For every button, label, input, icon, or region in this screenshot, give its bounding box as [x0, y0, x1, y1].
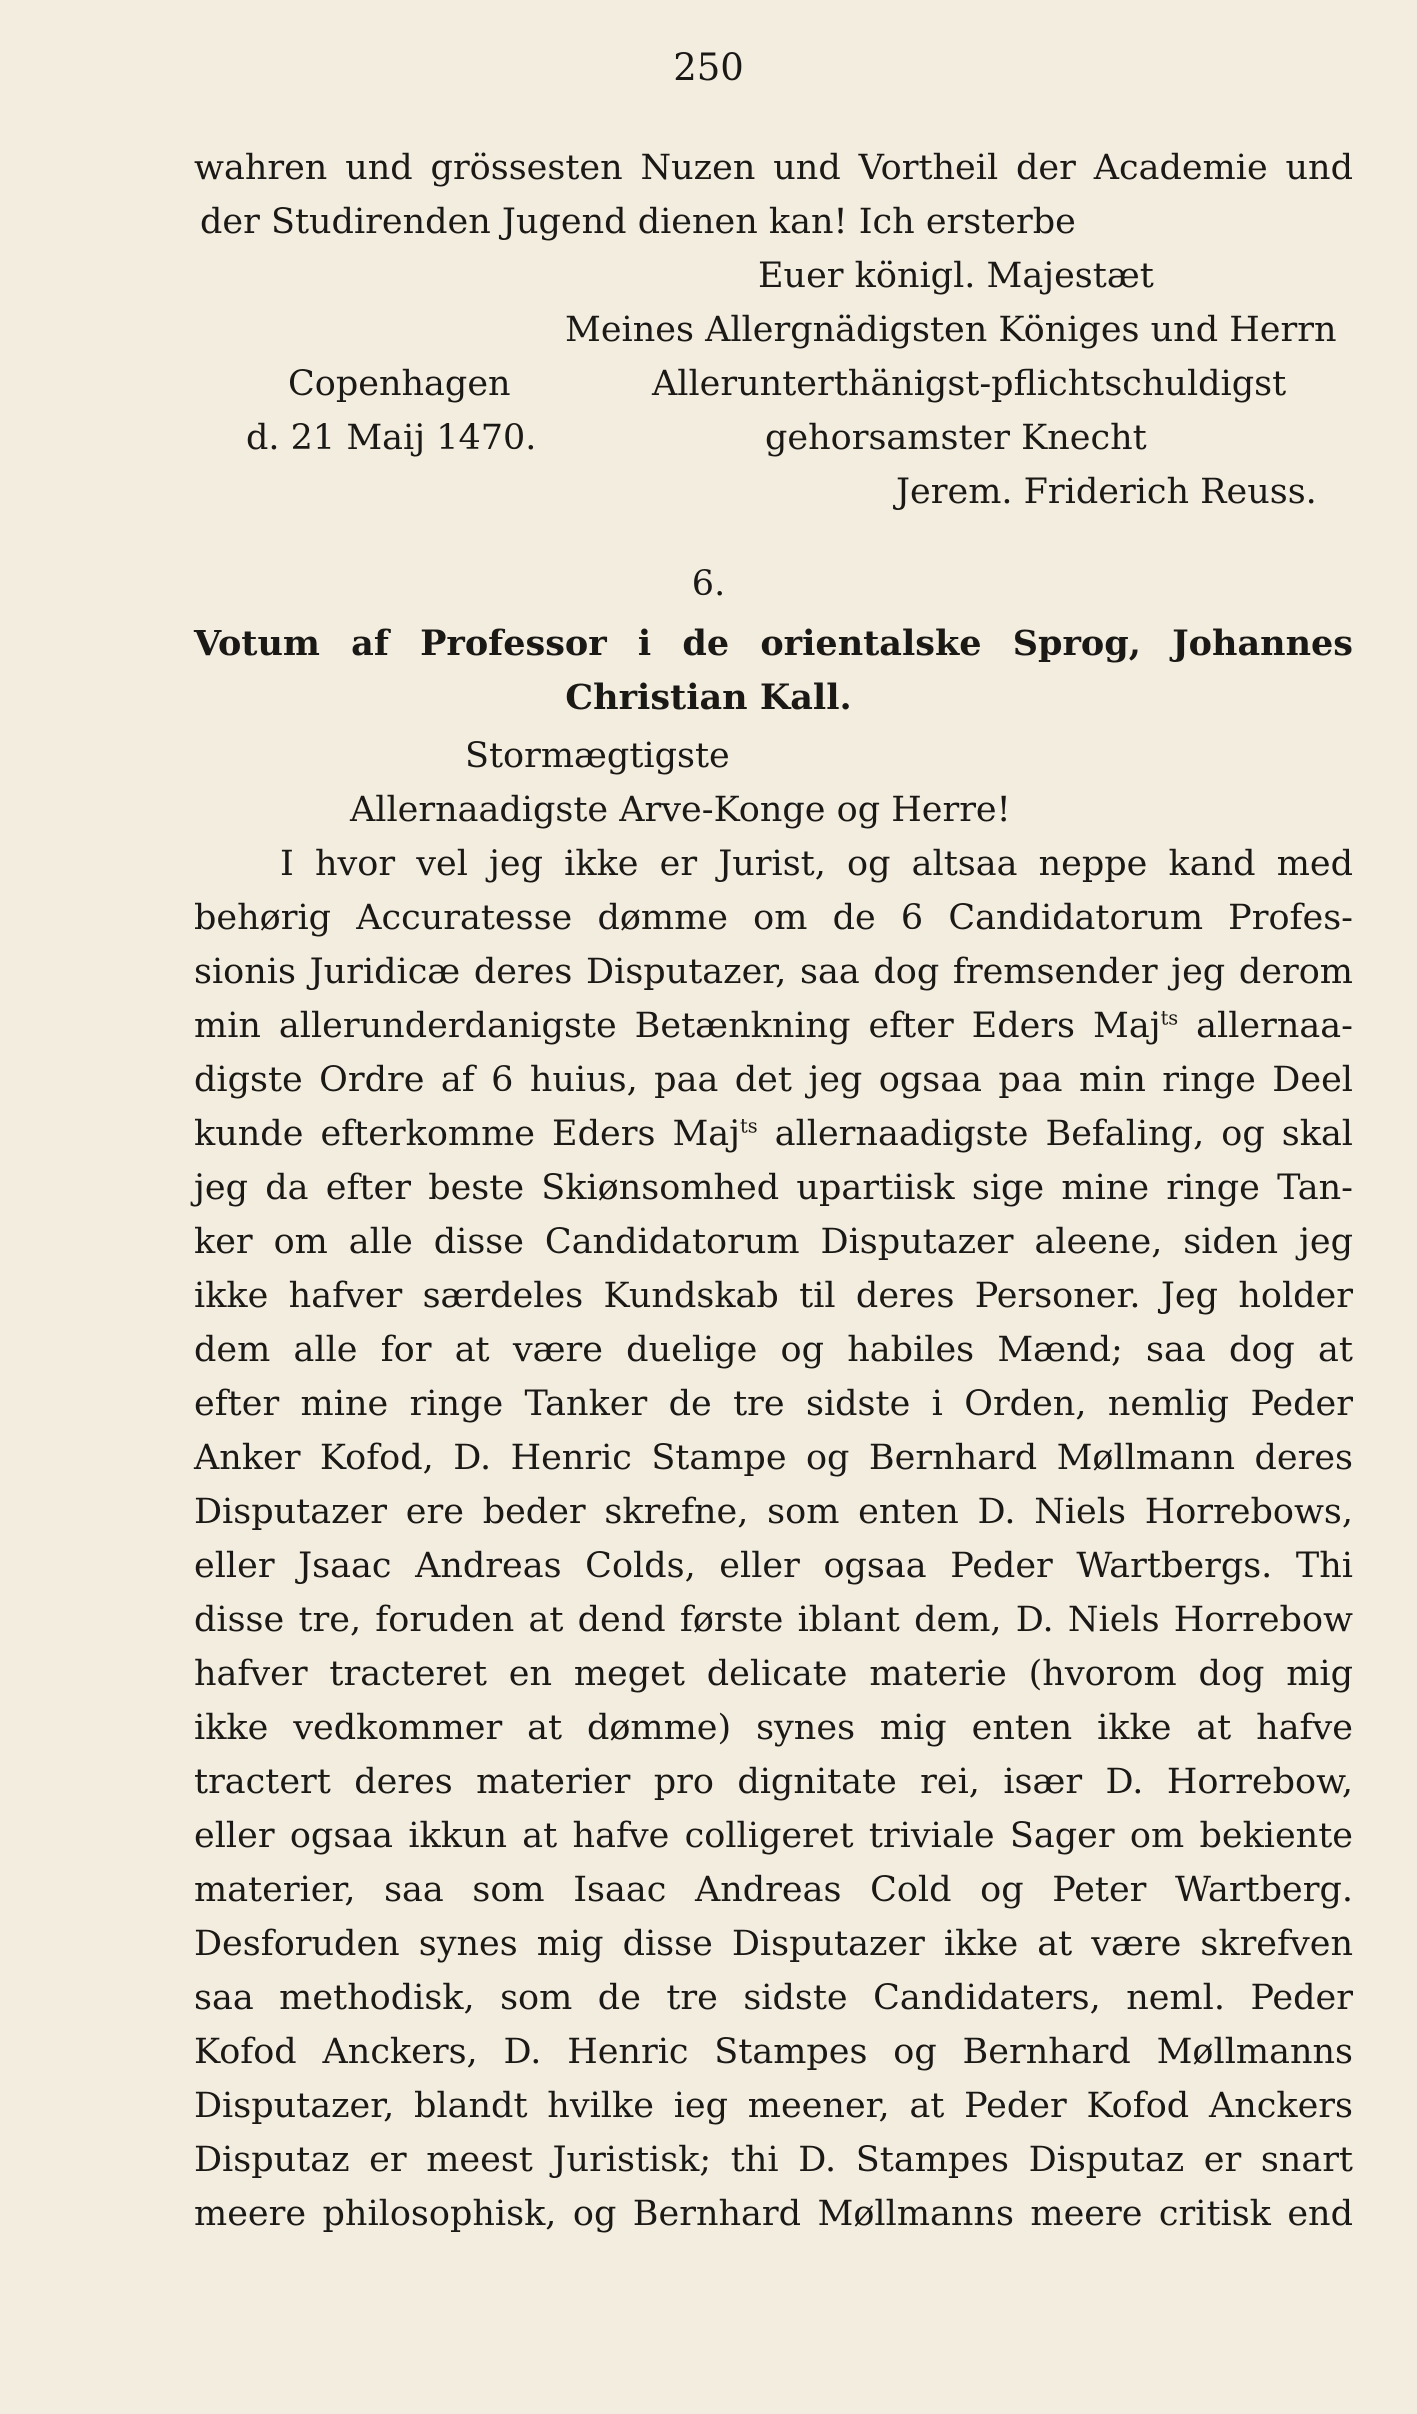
body-line-08: ker om alle disse Candidatorum Disputazer aleene, siden jeg	[194, 1222, 1353, 1262]
body-line-19: eller ogsaa ikkun at hafve colligeret triviale Sager om bekiente	[194, 1816, 1353, 1856]
letter-signature-2: gehorsamster Knecht	[765, 418, 1147, 458]
letter-line-1: wahren und grössesten Nuzen und Vortheil der Academie und	[194, 148, 1353, 188]
letter-closing-majesty: Euer königl. Majestæt	[758, 256, 1154, 296]
salutation-line-2: Allernaadigste Arve-Konge og Herre!	[350, 790, 1011, 830]
body-line-26: meere philosophisk, og Bernhard Møllmanns meere critisk end	[194, 2194, 1353, 2234]
letter-line-2: der Studirenden Jugend dienen kan! Ich ersterbe	[200, 202, 1076, 242]
body-line-06-b: allernaadigste Befaling, og skal	[757, 1114, 1353, 1154]
body-line-18: tractert deres materier pro dignitate rei, især D. Horrebow,	[194, 1762, 1353, 1802]
section-title-line-1: Votum af Professor i de orientalske Sprog, Johannes	[194, 623, 1353, 664]
body-line-11: efter mine ringe Tanker de tre sidste i Orden, nemlig Peder	[194, 1384, 1353, 1424]
body-line-01: I hvor vel jeg ikke er Jurist, og altsaa neppe kand med	[280, 844, 1353, 884]
letter-closing-king: Meines Allergnädigsten Königes und Herrn	[565, 310, 1337, 350]
body-line-25: Disputaz er meest Juristisk; thi D. Stampes Disputaz er snart	[194, 2140, 1353, 2180]
body-line-16: hafver tracteret en meget delicate materie (hvorom dog mig	[194, 1654, 1353, 1694]
body-line-23: Kofod Anckers, D. Henric Stampes og Bernhard Møllmanns	[194, 2032, 1353, 2072]
letter-date: d. 21 Maij 1470.	[246, 418, 537, 458]
body-line-21: Desforuden synes mig disse Disputazer ikke at være skrefven	[194, 1924, 1353, 1964]
body-line-04-b: allernaa-	[1178, 1006, 1353, 1046]
body-line-10: dem alle for at være duelige og habiles Mænd; saa dog at	[194, 1330, 1353, 1370]
body-line-02: behørig Accuratesse dømme om de 6 Candidatorum Profes-	[194, 898, 1353, 938]
body-line-17: ikke vedkommer at dømme) synes mig enten ikke at hafve	[194, 1708, 1353, 1748]
section-title-line-2: Christian Kall.	[565, 677, 852, 718]
body-line-04-superscript: ts	[1160, 1006, 1179, 1030]
body-line-15: disse tre, foruden at dend første iblant dem, D. Niels Horrebow	[194, 1600, 1353, 1640]
body-line-20: materier, saa som Isaac Andreas Cold og Peter Wartberg.	[194, 1870, 1353, 1910]
body-line-05: digste Ordre af 6 huius, paa det jeg ogsaa paa min ringe Deel	[194, 1060, 1353, 1100]
body-line-03: sionis Juridicæ deres Disputazer, saa dog fremsender jeg derom	[194, 952, 1353, 992]
page-number: 250	[673, 46, 744, 89]
letter-signer-name: Jerem. Friderich Reuss.	[896, 472, 1317, 512]
body-line-24: Disputazer, blandt hvilke ieg meener, at Peder Kofod Anckers	[194, 2086, 1353, 2126]
body-line-04	[194, 1004, 1353, 1048]
section-number: 6.	[691, 564, 726, 604]
body-line-06-a: kunde efterkomme Eders Maj	[194, 1114, 741, 1154]
body-line-06-superscript: ts	[740, 1114, 758, 1138]
body-line-14: eller Jsaac Andreas Colds, eller ogsaa Peder Wartbergs. Thi	[194, 1546, 1353, 1586]
body-line-22: saa methodisk, som de tre sidste Candidaters, neml. Peder	[194, 1978, 1353, 2018]
salutation-line-1: Stormægtigste	[465, 736, 730, 776]
body-line-09: ikke hafver særdeles Kundskab til deres Personer. Jeg holder	[194, 1276, 1353, 1316]
letter-place: Copenhagen	[288, 364, 511, 404]
letter-signature-1: Allerunterthänigst-pflichtschuldigst	[652, 364, 1287, 404]
body-line-04-a: min allerunderdanigste Betænkning efter Eders Maj	[194, 1006, 1161, 1046]
body-line-13: Disputazer ere beder skrefne, som enten D. Niels Horrebows,	[194, 1492, 1353, 1532]
body-line-07: jeg da efter beste Skiønsomhed upartiisk sige mine ringe Tan-	[194, 1168, 1353, 1208]
body-line-12: Anker Kofod, D. Henric Stampe og Bernhard Møllmann deres	[194, 1438, 1353, 1478]
body-line-06	[194, 1112, 1353, 1156]
